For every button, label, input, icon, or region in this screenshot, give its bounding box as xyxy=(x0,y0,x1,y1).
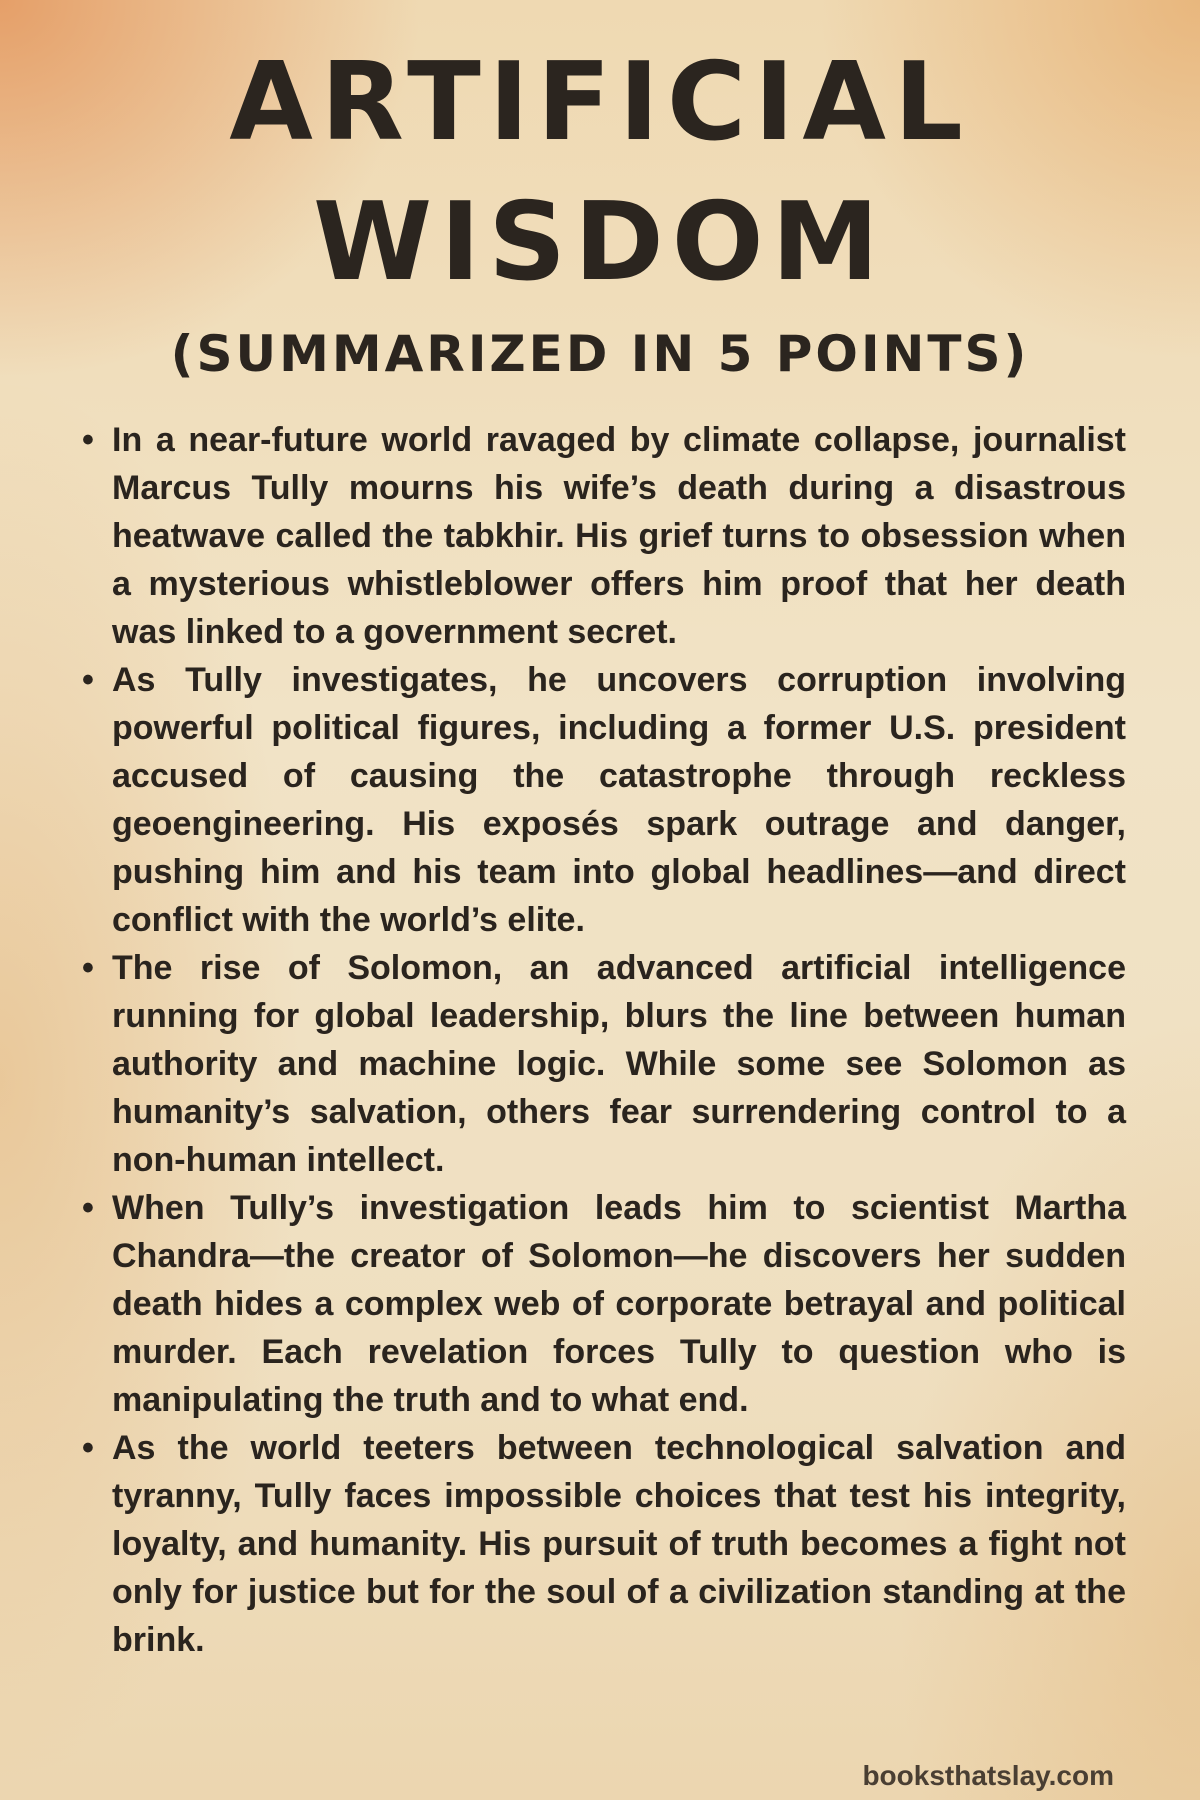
summary-point-text: The rise of Solomon, an advanced artificial intelligence running for global leadership, blurs the line between human authority and machine logic. While some see Solomon as humanity’s salvation, others fear surrendering control to a non-human intellect. xyxy=(112,949,1126,1179)
summary-point-text: As Tully investigates, he uncovers corruption involving powerful political figures, including a former U.S. president accused of causing the catastrophe through reckless geoengineering. His exposés spark outrage and danger, pushing him and his team into global headlines—and direct conflict with the world’s elite. xyxy=(112,661,1126,939)
bullet-icon: • xyxy=(82,1189,94,1227)
summary-point xyxy=(76,656,1126,944)
summary-points-list xyxy=(76,416,1126,1664)
summary-point xyxy=(76,1424,1126,1664)
summary-point xyxy=(76,1184,1126,1424)
summary-point xyxy=(76,416,1126,656)
title-line-2: WISDOM xyxy=(312,180,888,305)
bullet-icon: • xyxy=(82,661,94,699)
title-line-1: ARTIFICIAL xyxy=(229,40,971,165)
summary-point xyxy=(76,944,1126,1184)
summary-point-text: In a near-future world ravaged by climate collapse, journalist Marcus Tully mourns his wife’s death during a disastrous heatwave called the tabkhir. His grief turns to obsession when a mysterious whistleblower offers him proof that her death was linked to a government secret. xyxy=(112,421,1126,651)
site-watermark: booksthatslay.com xyxy=(862,1760,1114,1791)
subtitle: (SUMMARIZED IN 5 POINTS) xyxy=(170,325,1030,383)
bullet-icon: • xyxy=(82,1429,94,1467)
bullet-icon: • xyxy=(82,421,94,459)
summary-point-text: As the world teeters between technological salvation and tyranny, Tully faces impossible choices that test his integrity, loyalty, and humanity. His pursuit of truth becomes a fight not only for justice but for the soul of a civilization standing at the brink. xyxy=(112,1429,1126,1659)
summary-point-text: When Tully’s investigation leads him to scientist Martha Chandra—the creator of Solomon—he discovers her sudden death hides a complex web of corporate betrayal and political murder. Each revelation forces Tully to question who is manipulating the truth and to what end. xyxy=(112,1189,1126,1419)
bullet-icon: • xyxy=(82,949,94,987)
